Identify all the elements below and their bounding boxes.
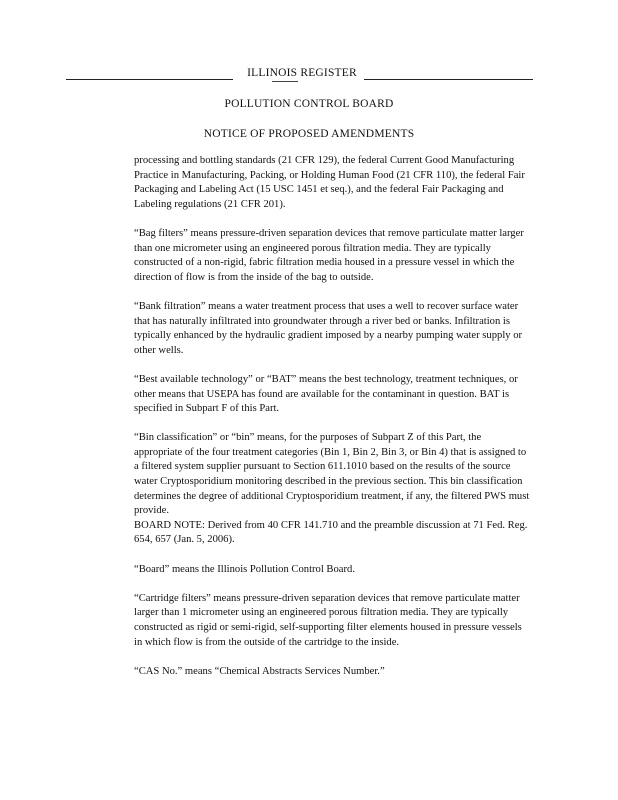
- paragraph-bin-classification: “Bin classification” or “bin” means, for the purposes of Subpart Z of this Part, the appropriate of the four treatment categories (Bin 1, Bin 2, Bin 3, or Bin 4) that is assigned to a filtered system supplier pursuant to Section 611.1010 based on the results of the source water Cryptosporidium monitoring described in the previous section. This bin classification determines the degree of additional Cryptosporidium treatment, if any, the filtered PWS must provide.: [134, 432, 530, 517]
- board-note: BOARD NOTE: Derived from 40 CFR 141.710 and the preamble discussion at 71 Fed. Reg. 654, 657 (Jan. 5, 2006).: [134, 519, 528, 546]
- board-title: POLLUTION CONTROL BOARD: [224, 98, 394, 110]
- paragraph-bank-filtration: “Bank filtration” means a water treatment process that uses a well to recover surface water that has naturally infiltrated into groundwater through a river bed or banks. Infiltration is typically enhanced by the hydraulic gradient imposed by a nearby pumping water supply or other wells.: [134, 300, 523, 356]
- header-rule-left: [66, 79, 233, 80]
- body-text: [134, 154, 530, 679]
- register-underline: [272, 81, 298, 82]
- paragraph-best-available-technology: “Best available technology” or “BAT” means the best technology, treatment techniques, or other means that USEPA has found are available for the contaminant in question. BAT is specified in Subpart F of this Part.: [134, 373, 518, 415]
- paragraph-cartridge-filters: “Cartridge filters” means pressure-driven separation devices that remove particulate matter larger than 1 micrometer using an engineered porous filtration media. They are typically constructed as rigid or semi-rigid, self-supporting filter elements housed in pressure vessels in which flow is from the outside of the cartridge to the inside.: [134, 592, 522, 648]
- register-title: ILLINOIS REGISTER: [247, 67, 357, 79]
- paragraph-cas-no: “CAS No.” means “Chemical Abstracts Services Number.”: [134, 665, 385, 677]
- paragraph-board: “Board” means the Illinois Pollution Control Board.: [134, 563, 355, 575]
- notice-title: NOTICE OF PROPOSED AMENDMENTS: [203, 128, 415, 140]
- paragraph-continuation: processing and bottling standards (21 CFR 129), the federal Current Good Manufacturing Practice in Manufacturing, Packing, or Holding Human Food (21 CFR 110), the federal Fair Packaging and Labeling Act (15 USC 1451 et seq.), and the federal Fair Packaging and Labeling regulations (21 CFR 201).: [134, 155, 525, 210]
- header-rule-right: [364, 79, 533, 80]
- paragraph-bag-filters: “Bag filters” means pressure-driven separation devices that remove particulate matter larger than one micrometer using an engineered porous filtration media. They are typically constructed of a non-rigid, fabric filtration media housed in a pressure vessel in which the direction of flow is from the inside of the bag to outside.: [134, 227, 524, 283]
